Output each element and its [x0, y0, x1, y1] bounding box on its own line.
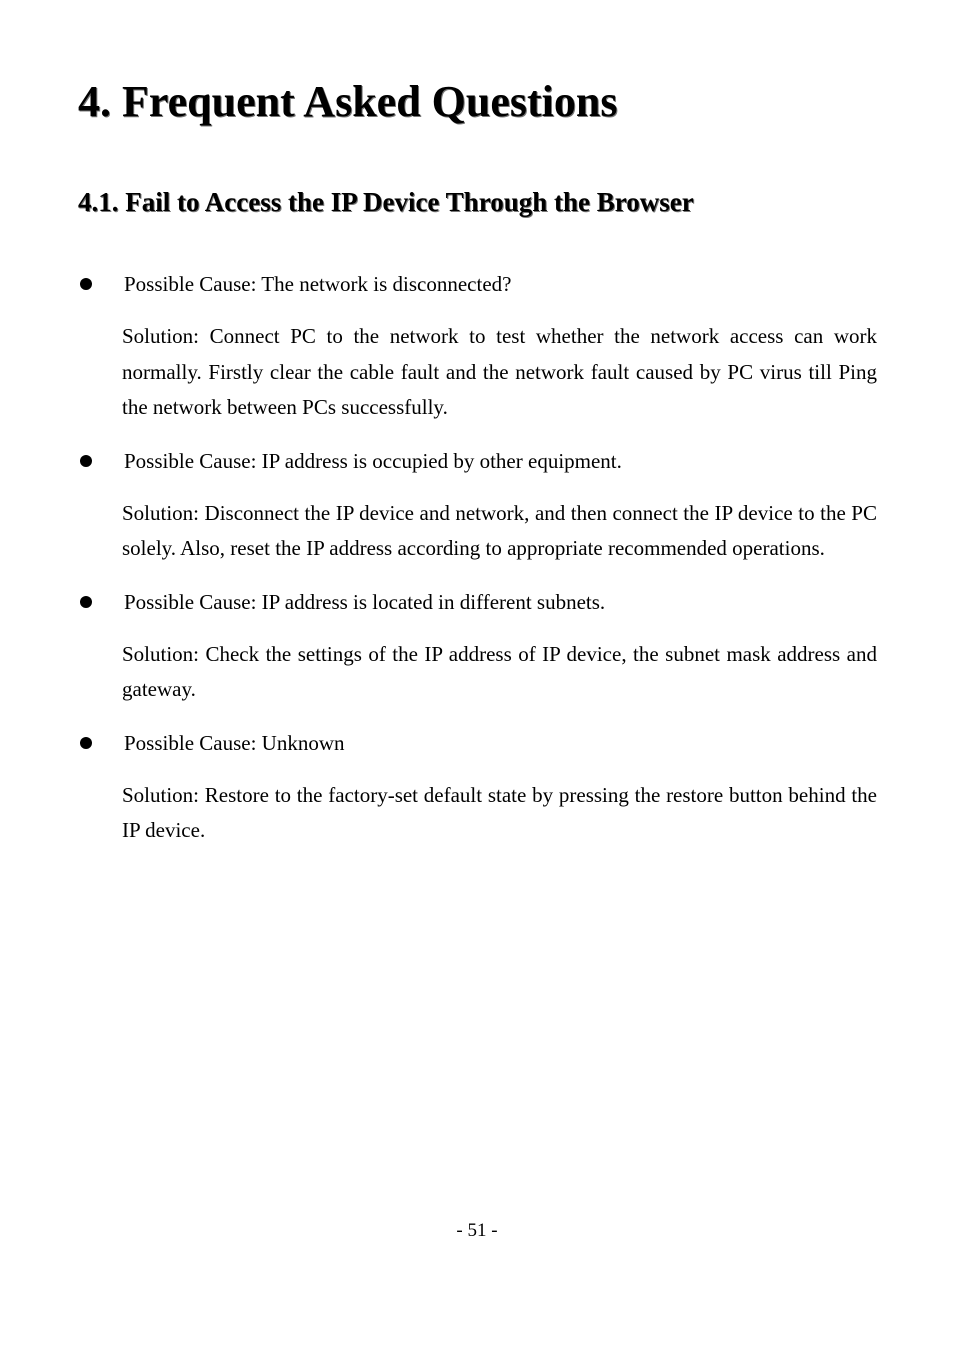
bullet-icon: [80, 737, 92, 749]
faq-item: [0, 443, 954, 567]
section-title: 4.1. Fail to Access the IP Device Through the Browser: [78, 187, 694, 217]
solution-text: Solution: Check the settings of the IP address of IP device, the subnet mask address and gateway.: [122, 641, 877, 701]
solution-text: Solution: Disconnect the IP device and network, and then connect the IP device to the PC solely. Also, reset the IP address according to appropriate recommended operations.: [122, 500, 877, 560]
cause-row: [0, 266, 954, 302]
cause-row: [0, 584, 954, 620]
faq-item: [0, 725, 954, 849]
cause-row: [0, 725, 954, 761]
cause-row: [0, 443, 954, 479]
possible-cause: Possible Cause: IP address is located in different subnets.: [124, 589, 606, 614]
solution-text: Solution: Connect PC to the network to test whether the network access can work normally. Firstly clear the cable fault and the network fault caused by PC virus till Ping the network between PCs successfully.: [122, 324, 877, 419]
faq-item: [0, 266, 954, 426]
faq-item: [0, 584, 954, 708]
bullet-icon: [80, 278, 92, 290]
chapter-title: 4. Frequent Asked Questions: [78, 77, 618, 126]
bullet-icon: [80, 596, 92, 608]
bullet-icon: [80, 455, 92, 467]
faq-list: [0, 266, 954, 849]
possible-cause: Possible Cause: IP address is occupied by other equipment.: [124, 448, 622, 473]
possible-cause: Possible Cause: Unknown: [124, 730, 345, 755]
possible-cause: Possible Cause: The network is disconnected?: [124, 272, 512, 296]
page-number: - 51 -: [456, 1220, 498, 1241]
solution-text: Solution: Restore to the factory-set default state by pressing the restore button behind the IP device.: [122, 782, 877, 842]
